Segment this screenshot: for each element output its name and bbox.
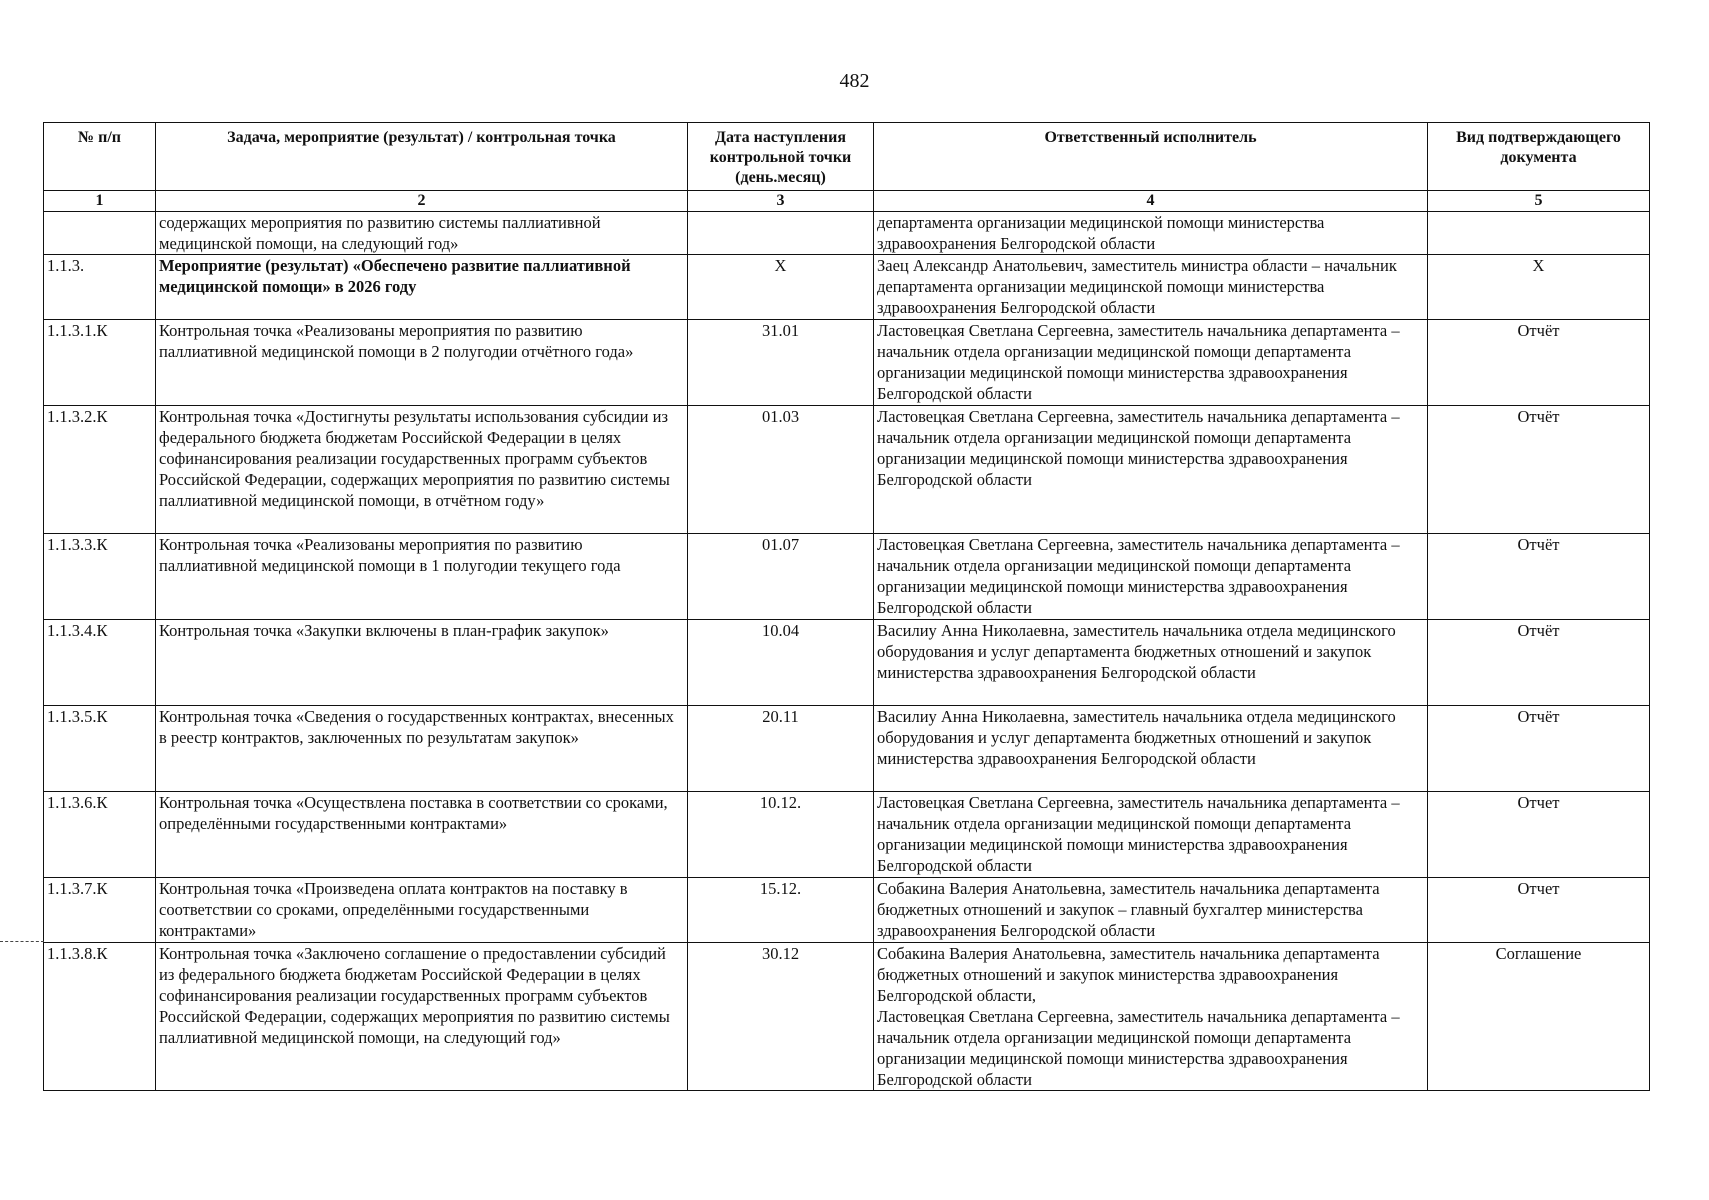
row-task: Контрольная точка «Реализованы мероприятия по развитию паллиативной медицинской помощи в 2 полугодии отчётного года» (156, 320, 688, 406)
row-date: 10.12. (688, 792, 874, 878)
row-date: 01.03 (688, 406, 874, 534)
row-number: 1.1.3.2.К (44, 406, 156, 534)
scan-artifact-line (0, 941, 44, 942)
table-row (44, 255, 1650, 320)
table-row (44, 792, 1650, 878)
row-number: 1.1.3.5.К (44, 706, 156, 792)
row-task: содержащих мероприятия по развитию системы паллиативной медицинской помощи, на следующий год» (156, 212, 688, 255)
row-responsible: Василиу Анна Николаевна, заместитель начальника отдела медицинского оборудования и услуг департамента бюджетных отношений и закупок министерства здравоохранения Белгородской области (874, 620, 1428, 706)
table-row (44, 706, 1650, 792)
page-number: 482 (839, 70, 870, 92)
table-row (44, 943, 1650, 1091)
table-row (44, 406, 1650, 534)
col-number: 1 (44, 191, 156, 212)
row-number: 1.1.3.3.К (44, 534, 156, 620)
row-responsible: Собакина Валерия Анатольевна, заместитель начальника департамента бюджетных отношений и закупок – главный бухгалтер министерства здравоохранения Белгородской области (874, 878, 1428, 943)
row-responsible: Ластовецкая Светлана Сергеевна, заместитель начальника департамента – начальник отдела организации медицинской помощи департамента организации медицинской помощи министерства здравоохранения Белгородской области (874, 406, 1428, 534)
row-number: 1.1.3.1.К (44, 320, 156, 406)
row-date: 31.01 (688, 320, 874, 406)
row-task: Контрольная точка «Реализованы мероприятия по развитию паллиативной медицинской помощи в 1 полугодии текущего года (156, 534, 688, 620)
row-task: Мероприятие (результат) «Обеспечено развитие паллиативной медицинской помощи» в 2026 году (156, 255, 688, 320)
row-responsible: Василиу Анна Николаевна, заместитель начальника отдела медицинского оборудования и услуг департамента бюджетных отношений и закупок министерства здравоохранения Белгородской области (874, 706, 1428, 792)
table-row (44, 212, 1650, 255)
row-date: 20.11 (688, 706, 874, 792)
row-responsible: Ластовецкая Светлана Сергеевна, заместитель начальника департамента – начальник отдела организации медицинской помощи департамента организации медицинской помощи министерства здравоохранения Белгородской области (874, 320, 1428, 406)
row-number (44, 212, 156, 255)
row-responsible (874, 943, 1428, 1091)
header-row (44, 123, 1650, 191)
row-number: 1.1.3.6.К (44, 792, 156, 878)
row-date (688, 212, 874, 255)
row-document: Отчёт (1428, 534, 1650, 620)
row-responsible: Заец Александр Анатольевич, заместитель министра области – начальник департамента организации медицинской помощи министерства здравоохранения Белгородской области (874, 255, 1428, 320)
row-number: 1.1.3. (44, 255, 156, 320)
row-responsible: Ластовецкая Светлана Сергеевна, заместитель начальника департамента – начальник отдела организации медицинской помощи департамента организации медицинской помощи министерства здравоохранения Белгородской области (874, 534, 1428, 620)
header-responsible: Ответственный исполнитель (874, 123, 1428, 191)
header-document: Вид подтверждающего документа (1428, 123, 1650, 191)
col-number: 5 (1428, 191, 1650, 212)
row-document: Х (1428, 255, 1650, 320)
column-numbers-row (44, 191, 1650, 212)
row-task: Контрольная точка «Осуществлена поставка в соответствии со сроками, определёнными государственными контрактами» (156, 792, 688, 878)
responsible-line: Ластовецкая Светлана Сергеевна, заместитель начальника департамента – начальник отдела организации медицинской помощи департамента организации медицинской помощи министерства здравоохранения Белгородской области (877, 1007, 1400, 1089)
row-number: 1.1.3.4.К (44, 620, 156, 706)
row-date: 30.12 (688, 943, 874, 1091)
control-points-table (43, 122, 1650, 1091)
col-number: 2 (156, 191, 688, 212)
row-document: Отчёт (1428, 320, 1650, 406)
row-task: Контрольная точка «Достигнуты результаты использования субсидии из федерального бюджета бюджетам Российской Федерации в целях софинансирования реализации государственных программ субъектов Российской Федерации, содержащих мероприятия по развитию системы паллиативной медицинской помощи, в отчётном году» (156, 406, 688, 534)
row-date: 15.12. (688, 878, 874, 943)
table-row (44, 620, 1650, 706)
header-num: № п/п (44, 123, 156, 191)
row-number: 1.1.3.8.К (44, 943, 156, 1091)
header-task: Задача, мероприятие (результат) / контрольная точка (156, 123, 688, 191)
row-document: Соглашение (1428, 943, 1650, 1091)
table-row (44, 878, 1650, 943)
table-row (44, 320, 1650, 406)
row-responsible: департамента организации медицинской помощи министерства здравоохранения Белгородской области (874, 212, 1428, 255)
responsible-line: Собакина Валерия Анатольевна, заместитель начальника департамента бюджетных отношений и закупок министерства здравоохранения Белгородской области, (877, 944, 1380, 1005)
row-document: Отчёт (1428, 706, 1650, 792)
row-document (1428, 212, 1650, 255)
row-document: Отчёт (1428, 406, 1650, 534)
row-date: Х (688, 255, 874, 320)
row-task: Контрольная точка «Сведения о государственных контрактах, внесенных в реестр контрактов, заключенных по результатам закупок» (156, 706, 688, 792)
table-row (44, 534, 1650, 620)
row-date: 10.04 (688, 620, 874, 706)
row-document: Отчет (1428, 792, 1650, 878)
row-document: Отчет (1428, 878, 1650, 943)
col-number: 3 (688, 191, 874, 212)
header-date: Дата наступления контрольной точки (день.месяц) (688, 123, 874, 191)
row-date: 01.07 (688, 534, 874, 620)
col-number: 4 (874, 191, 1428, 212)
row-task: Контрольная точка «Закупки включены в план-график закупок» (156, 620, 688, 706)
row-task: Контрольная точка «Заключено соглашение о предоставлении субсидий из федерального бюджета бюджетам Российской Федерации в целях софинансирования реализации государственных программ субъектов Российской Федерации, содержащих мероприятия по развитию системы паллиативной медицинской помощи, на следующий год» (156, 943, 688, 1091)
row-task: Контрольная точка «Произведена оплата контрактов на поставку в соответствии со сроками, определёнными государственными контрактами» (156, 878, 688, 943)
row-number: 1.1.3.7.К (44, 878, 156, 943)
row-document: Отчёт (1428, 620, 1650, 706)
row-responsible: Ластовецкая Светлана Сергеевна, заместитель начальника департамента – начальник отдела организации медицинской помощи департамента организации медицинской помощи министерства здравоохранения Белгородской области (874, 792, 1428, 878)
